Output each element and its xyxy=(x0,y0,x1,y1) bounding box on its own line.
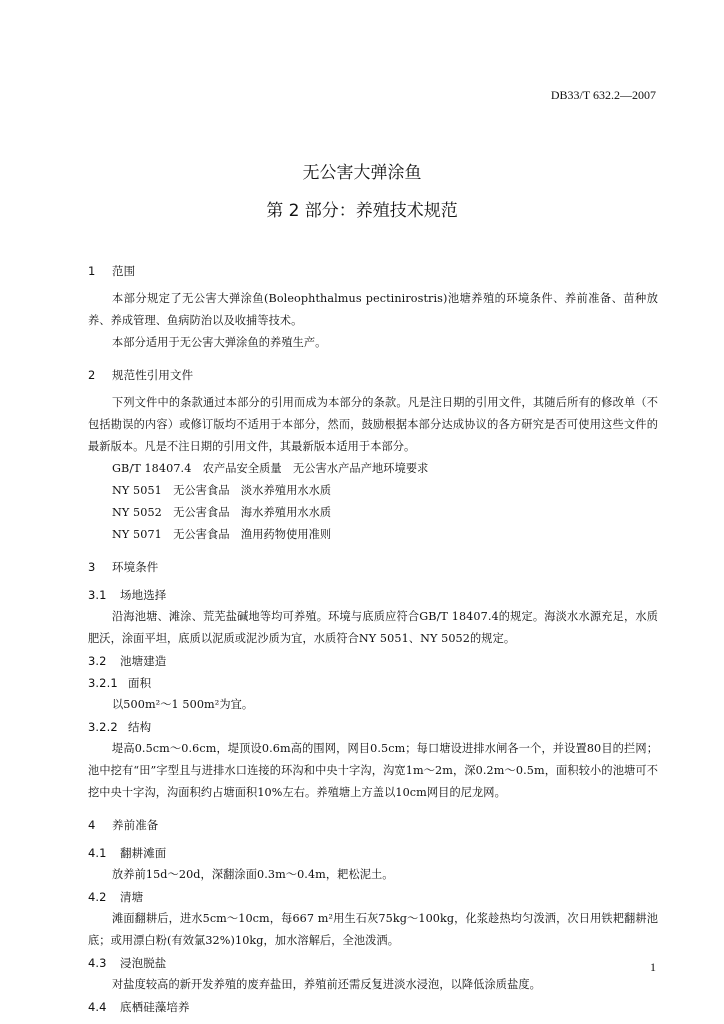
subsection-number: 4.1 xyxy=(88,846,107,860)
paragraph: 堤高0.5cm～0.6cm，堤顶设0.6m高的围网，网目0.5cm；每口塘设进排水闸各一个，并设置80目的拦网；池中挖有“田”字型且与进排水口连接的环沟和中央十字沟，沟宽1m～2m，深0.2m～0.5m，面积较小的池塘可不挖中央十字沟，沟面积约占塘面积10%左右。养殖塘上方盖以10cm网目的尼龙网。 xyxy=(88,742,658,799)
section-title: 规范性引用文件 xyxy=(112,368,194,382)
subsubsection-title: 结构 xyxy=(128,720,152,734)
section-title: 养前准备 xyxy=(112,818,159,832)
subsection-title: 池塘建造 xyxy=(120,654,167,668)
subsection-number: 4.2 xyxy=(88,890,107,904)
paragraph: 对盐度较高的新开发养殖的废弃盐田，养殖前还需反复进淡水浸泡，以降低涂质盐度。 xyxy=(112,978,541,991)
section-title: 环境条件 xyxy=(112,560,159,574)
reference-item: GB/T 18407.4 农产品安全质量 无公害水产品产地环境要求 xyxy=(112,462,429,475)
subsubsection-heading xyxy=(88,716,658,738)
section-title: 范围 xyxy=(112,264,136,278)
page-number: 1 xyxy=(650,960,656,974)
document-body xyxy=(88,256,658,1018)
section-heading-3 xyxy=(88,556,658,578)
subsection-number: 3.1 xyxy=(88,588,107,602)
subsection-heading xyxy=(88,952,658,974)
paragraph: 沿海池塘、滩涂、荒芜盐碱地等均可养殖。环境与底质应符合GB/T 18407.4的规定。海淡水水源充足，水质肥沃，涂面平坦，底质以泥质或泥沙质为宜，水质符合NY 5051、NY 5052的规定。 xyxy=(88,610,658,645)
subsubsection-number: 3.2.1 xyxy=(88,676,118,690)
section-number: 1 xyxy=(88,264,96,278)
reference-item: NY 5052 无公害食品 海水养殖用水水质 xyxy=(112,506,332,519)
subsection-number: 3.2 xyxy=(88,654,107,668)
subsubsection-title: 面积 xyxy=(128,676,152,690)
paragraph: 下列文件中的条款通过本部分的引用而成为本部分的条款。凡是注日期的引用文件，其随后所有的修改单（不包括勘误的内容）或修订版均不适用于本部分，然而，鼓励根据本部分达成协议的各方研究是否可使用这些文件的最新版本。凡是不注日期的引用文件，其最新版本适用于本部分。 xyxy=(88,396,658,453)
subsection-number: 4.4 xyxy=(88,1000,107,1014)
paragraph: 本部分适用于无公害大弹涂鱼的养殖生产。 xyxy=(112,336,327,349)
subsection-heading xyxy=(88,842,658,864)
subsubsection-heading xyxy=(88,672,658,694)
subsubsection-number: 3.2.2 xyxy=(88,720,118,734)
reference-item: NY 5051 无公害食品 淡水养殖用水水质 xyxy=(112,484,332,497)
section-number: 3 xyxy=(88,560,96,574)
subsection-title: 浸泡脱盐 xyxy=(120,956,167,970)
paragraph: 滩面翻耕后，进水5cm～10cm，每667 m²用生石灰75kg～100kg，化浆趁热均匀泼洒，次日用铁耙翻耕池底；或用漂白粉(有效氯32%)10kg，加水溶解后，全池泼洒。 xyxy=(88,912,658,947)
subsection-heading xyxy=(88,996,658,1018)
section-heading-1 xyxy=(88,260,658,282)
reference-item: NY 5071 无公害食品 渔用药物使用准则 xyxy=(112,528,332,541)
section-heading-2 xyxy=(88,364,658,386)
subsection-title: 清塘 xyxy=(120,890,144,904)
section-heading-4 xyxy=(88,814,658,836)
subsection-heading xyxy=(88,886,658,908)
standard-number: DB33/T 632.2—2007 xyxy=(550,88,656,102)
subsection-title: 底栖硅藻培养 xyxy=(120,1000,190,1014)
section-number: 4 xyxy=(88,818,96,832)
paragraph: 以500m²～1 500m²为宜。 xyxy=(112,698,254,711)
document-title: 无公害大弹涂鱼 xyxy=(302,163,422,183)
subsection-title: 翻耕滩面 xyxy=(120,846,167,860)
document-subtitle: 第 2 部分：养殖技术规范 xyxy=(266,201,458,221)
section-number: 2 xyxy=(88,368,96,382)
paragraph: 放养前15d～20d，深翻涂面0.3m～0.4m，耙松泥土。 xyxy=(112,868,394,881)
subsection-number: 4.3 xyxy=(88,956,107,970)
subsection-heading xyxy=(88,650,658,672)
paragraph: 本部分规定了无公害大弹涂鱼(Boleophthalmus pectinirostris)池塘养殖的环境条件、养前准备、苗种放养、养成管理、鱼病防治以及收捕等技术。 xyxy=(88,292,658,327)
subsection-heading xyxy=(88,584,658,606)
subsection-title: 场地选择 xyxy=(120,588,167,602)
